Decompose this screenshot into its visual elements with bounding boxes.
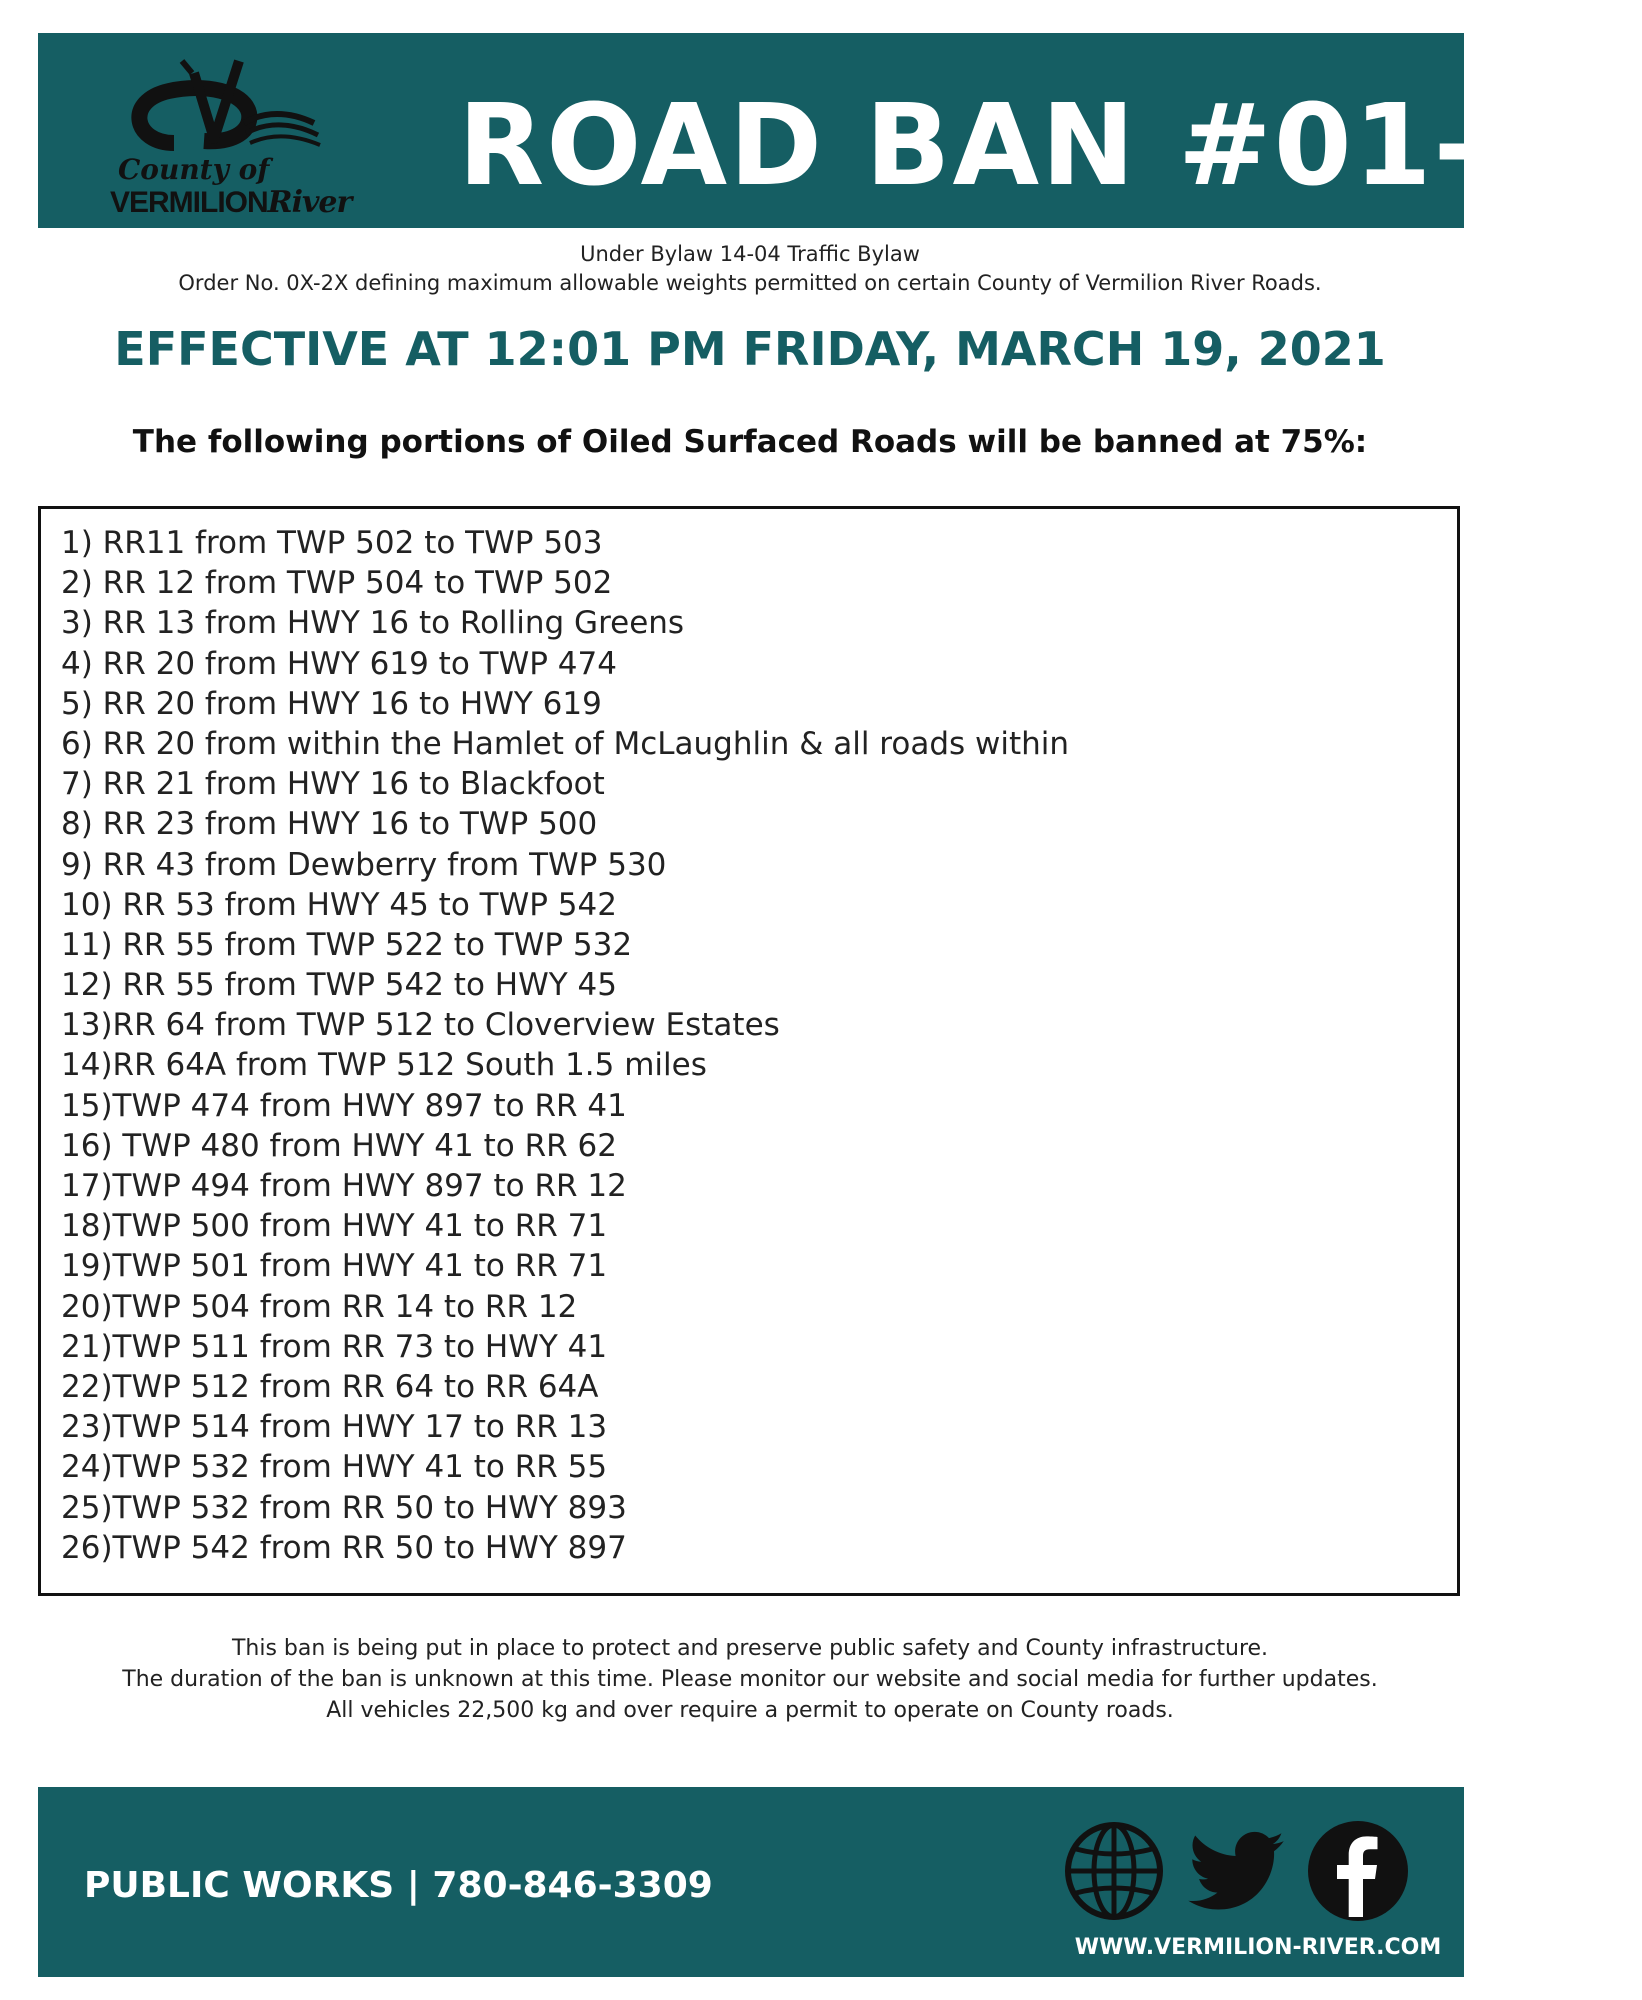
road-item: 25)TWP 532 from RR 50 to HWY 893	[61, 1489, 627, 1526]
road-item: 24)TWP 532 from HWY 41 to RR 55	[61, 1449, 608, 1486]
globe-icon[interactable]	[1062, 1819, 1166, 1923]
website-link[interactable]: WWW.VERMILION-RIVER.COM	[1074, 1935, 1442, 1960]
road-item: 11) RR 55 from TWP 522 to TWP 532	[61, 926, 633, 963]
road-item: 1) RR11 from TWP 502 to TWP 503	[61, 525, 603, 561]
road-item: 10) RR 53 from HWY 45 to TWP 542	[61, 886, 617, 923]
note-safety: This ban is being put in place to protect and preserve public safety and County infrastructure.	[231, 1636, 1269, 1661]
road-item: 18)TWP 500 from HWY 41 to RR 71	[61, 1208, 608, 1245]
road-item: 7) RR 21 from HWY 16 to Blackfoot	[61, 766, 605, 803]
road-item: 5) RR 20 from HWY 16 to HWY 619	[61, 685, 602, 722]
road-item: 17)TWP 494 from HWY 897 to RR 12	[61, 1168, 627, 1204]
road-item: 20)TWP 504 from RR 14 to RR 12	[61, 1288, 578, 1325]
road-item: 6) RR 20 from within the Hamlet of McLaughlin & all roads within	[61, 725, 1070, 762]
road-item: 26)TWP 542 from RR 50 to HWY 897	[61, 1529, 627, 1566]
road-item: 21)TWP 511 from RR 73 to HWY 41	[61, 1328, 608, 1365]
road-item: 22)TWP 512 from RR 64 to RR 64A	[61, 1368, 599, 1405]
road-item: 15)TWP 474 from HWY 897 to RR 41	[61, 1087, 627, 1124]
road-item: 12) RR 55 from TWP 542 to HWY 45	[61, 967, 617, 1004]
header-banner	[38, 33, 1642, 228]
road-item: 9) RR 43 from Dewberry from TWP 530	[61, 846, 667, 883]
twitter-icon[interactable]	[1186, 1819, 1290, 1923]
public-works-contact: PUBLIC WORKS | 780-846-3309	[84, 1865, 713, 1906]
road-item: 4) RR 20 from HWY 619 to TWP 474	[61, 645, 617, 682]
road-item: 8) RR 23 from HWY 16 to TWP 500	[61, 806, 598, 843]
page-title: ROAD BAN #01-21	[458, 81, 1642, 211]
road-item: 13)RR 64 from TWP 512 to Cloverview Estates	[61, 1007, 780, 1044]
road-item: 23)TWP 514 from HWY 17 to RR 13	[61, 1409, 608, 1446]
road-item: 16) TWP 480 from HWY 41 to RR 62	[61, 1127, 617, 1164]
ban-lead-text: The following portions of Oiled Surfaced Roads will be banned at 75%:	[132, 424, 1368, 460]
road-item: 3) RR 13 from HWY 16 to Rolling Greens	[61, 605, 685, 642]
effective-date: EFFECTIVE AT 12:01 PM FRIDAY, MARCH 19, 2021	[114, 322, 1386, 376]
note-permit: All vehicles 22,500 kg and over require a permit to operate on County roads.	[326, 1698, 1174, 1723]
county-logo	[74, 51, 374, 220]
note-duration: The duration of the ban is unknown at this time. Please monitor our website and social media for further updates.	[122, 1667, 1378, 1692]
road-item: 19)TWP 501 from HWY 41 to RR 71	[61, 1248, 608, 1285]
road-list	[61, 523, 1069, 1568]
footer-banner	[38, 1787, 1464, 1977]
road-list-box	[38, 506, 1460, 1596]
facebook-icon[interactable]	[1306, 1819, 1410, 1923]
order-line: Order No. 0X-2X defining maximum allowable weights permitted on certain County of Vermilion River Roads.	[178, 271, 1322, 295]
road-item: 2) RR 12 from TWP 504 to TWP 502	[61, 565, 613, 602]
logo-name-text	[110, 185, 351, 220]
logo-county-text: County of	[118, 153, 270, 186]
logo-vermilion: VERMILION	[110, 186, 268, 219]
road-item: 14)RR 64A from TWP 512 South 1.5 miles	[61, 1047, 707, 1084]
logo-river: River	[267, 185, 352, 220]
bylaw-line: Under Bylaw 14-04 Traffic Bylaw	[580, 242, 920, 266]
